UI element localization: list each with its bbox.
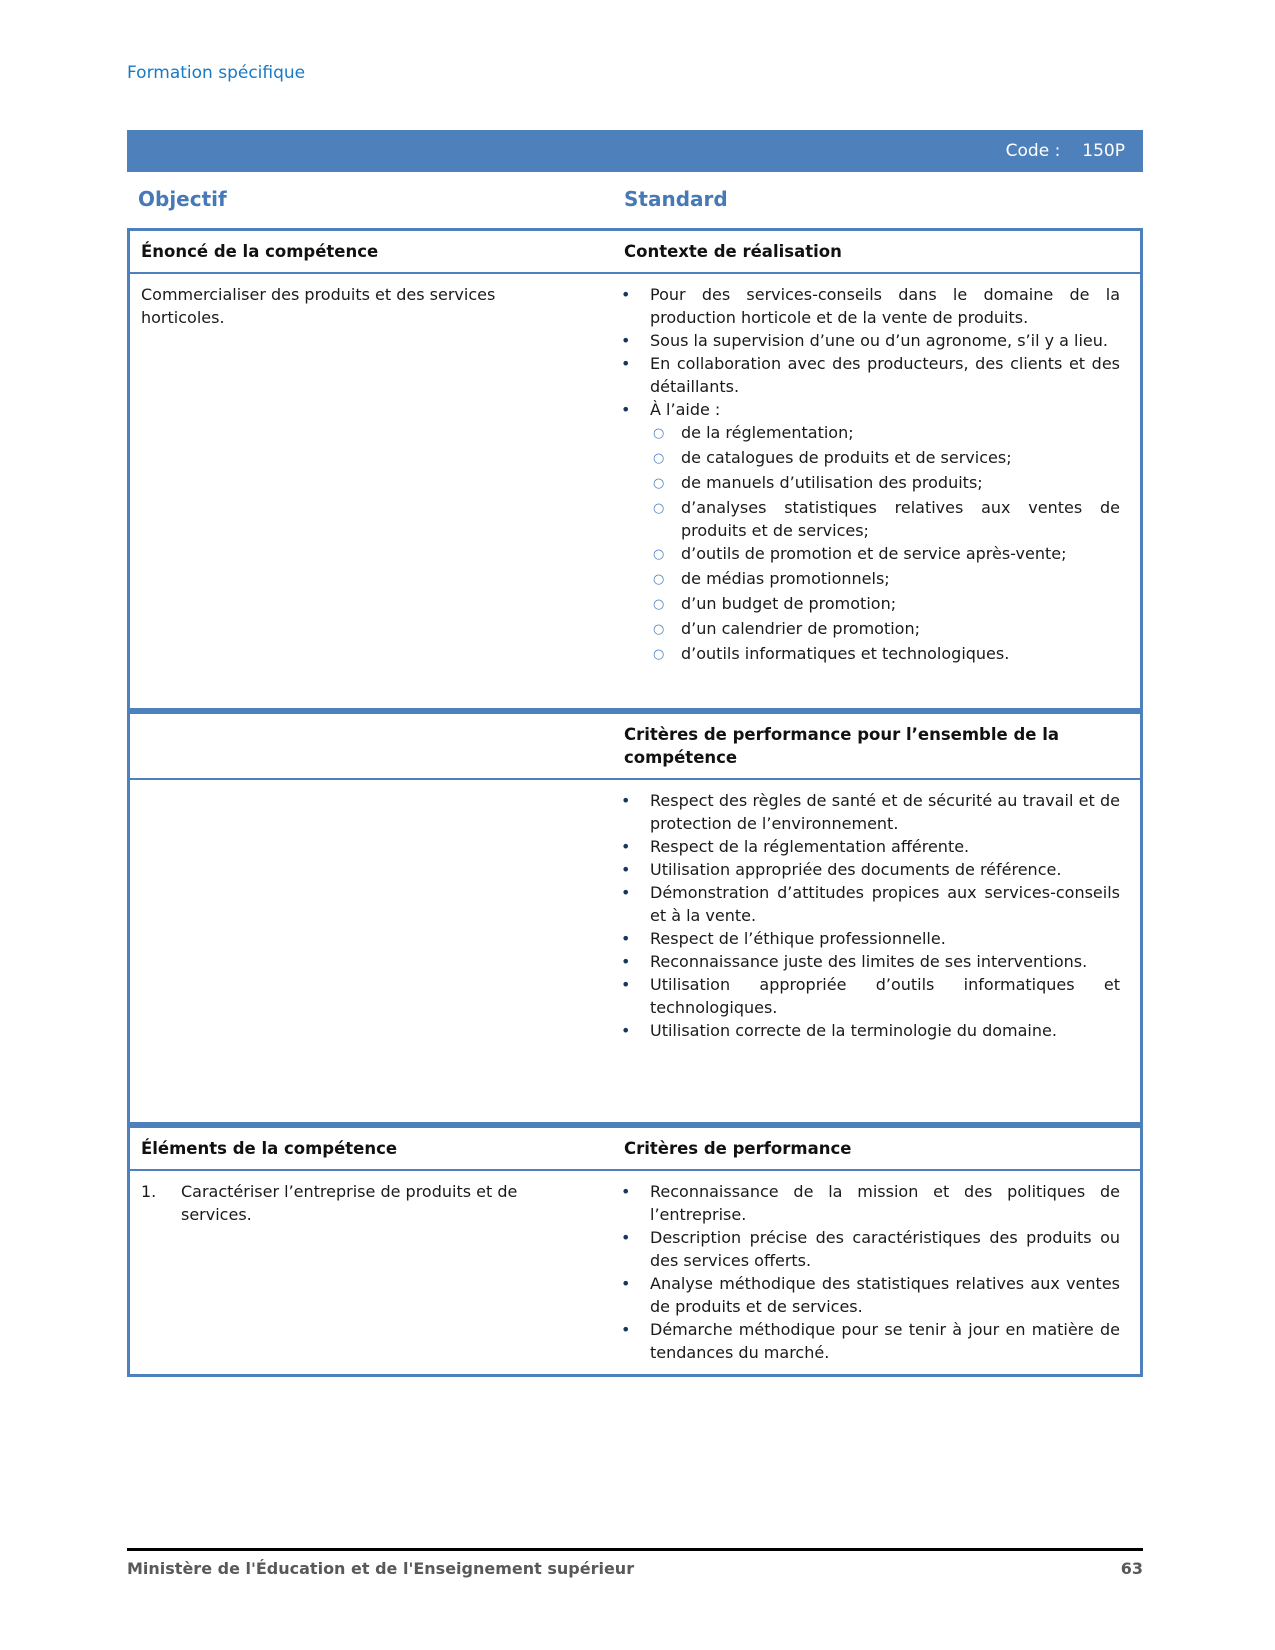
- list-item: [613, 858, 1120, 881]
- code-value: 150P: [1082, 140, 1125, 161]
- list-item: [613, 1019, 1120, 1042]
- list-item-text: Reconnaissance juste des limites de ses interventions.: [650, 952, 1088, 971]
- sub-list-item: [650, 642, 1120, 667]
- criteres-ensemble-body: [130, 780, 1140, 1122]
- list-item: [613, 329, 1120, 352]
- sub-list: [650, 421, 1120, 667]
- page-content: [127, 0, 1143, 1377]
- sub-list-item: [650, 496, 1120, 542]
- sub-list-item: [650, 446, 1120, 471]
- list-item-text: Respect de la réglementation afférente.: [650, 837, 970, 856]
- list-item-text: Démarche méthodique pour se tenir à jour en matière de tendances du marché.: [650, 1320, 1120, 1362]
- bullet-icon: [613, 1318, 650, 1364]
- sub-list-item: [650, 542, 1120, 567]
- list-item: [613, 927, 1120, 950]
- list-item-text: Reconnaissance de la mission et des politiques de l’entreprise.: [650, 1182, 1120, 1224]
- list-item-body: [650, 950, 1120, 973]
- circle-icon: [650, 421, 681, 446]
- bullet-icon: [613, 1019, 650, 1042]
- bullet-icon: [613, 1180, 650, 1226]
- sub-list-item: [650, 617, 1120, 642]
- numbered-item-number: 1.: [141, 1182, 157, 1201]
- bullet-icon: [613, 1226, 650, 1272]
- column-headings: [127, 184, 1143, 214]
- list-item: [613, 1226, 1120, 1272]
- list-item: [613, 1318, 1120, 1364]
- sub-list-item: [650, 421, 1120, 446]
- list-item-body: [650, 398, 1120, 667]
- circle-icon: [650, 446, 681, 471]
- sub-list-item-text: de la réglementation;: [681, 423, 854, 442]
- bullet-icon: [613, 950, 650, 973]
- sub-list-item-text: de catalogues de produits et de services;: [681, 448, 1012, 467]
- list-item: [613, 835, 1120, 858]
- running-header: Formation spécifique: [127, 63, 306, 83]
- list-item: [613, 881, 1120, 927]
- sub-list-item-text: d’analyses statistiques relatives aux ventes de produits et de services;: [681, 498, 1120, 540]
- circle-icon: [650, 542, 681, 567]
- elements-table-header: [130, 1128, 1140, 1171]
- sub-list-item-text: de médias promotionnels;: [681, 569, 890, 588]
- bullet-icon: [613, 973, 650, 1019]
- list-item: [613, 283, 1120, 329]
- objectif-heading: Objectif: [138, 187, 227, 211]
- list-item-text: En collaboration avec des producteurs, des clients et des détaillants.: [650, 354, 1120, 396]
- criteres-header-cell: Critères de performance: [624, 1139, 852, 1158]
- bullet-icon: [613, 283, 650, 329]
- list-item-body: [650, 927, 1120, 950]
- empty-header-cell: [130, 714, 613, 778]
- bullet-icon: [613, 789, 650, 835]
- sub-list-item-text: d’un calendrier de promotion;: [681, 619, 920, 638]
- sub-list-item: [650, 471, 1120, 496]
- contexte-header-cell: Contexte de réalisation: [624, 242, 842, 261]
- enonce-table-body: [130, 274, 1140, 708]
- list-item-body: [650, 789, 1120, 835]
- footer-ministry: Ministère de l'Éducation et de l'Enseignement supérieur: [127, 1559, 635, 1578]
- list-item-body: [650, 973, 1120, 1019]
- list-item-body: [650, 1318, 1120, 1364]
- list-item: [613, 352, 1120, 398]
- list-item-body: [650, 1019, 1120, 1042]
- numbered-item: [141, 1180, 543, 1226]
- circle-icon: [650, 617, 681, 642]
- contexte-bullet-list: [613, 274, 1140, 708]
- standard-heading: Standard: [624, 187, 728, 211]
- elements-table-body: [130, 1171, 1140, 1374]
- list-item-text: Pour des services-conseils dans le domaine de la production horticole et de la vente de produits.: [650, 285, 1120, 327]
- criteres-bullet-list: [613, 1171, 1140, 1374]
- list-item-body: [650, 1180, 1120, 1226]
- page-footer: [127, 1548, 1143, 1580]
- bullet-icon: [613, 858, 650, 881]
- list-item-body: [650, 881, 1120, 927]
- list-item-text: Respect de l’éthique professionnelle.: [650, 929, 946, 948]
- sub-list-item: [650, 567, 1120, 592]
- competence-statement: Commercialiser des produits et des services horticoles.: [141, 285, 496, 327]
- list-item: [613, 789, 1120, 835]
- enonce-header-cell: Énoncé de la compétence: [141, 242, 379, 261]
- list-item-text: Description précise des caractéristiques des produits ou des services offerts.: [650, 1228, 1120, 1270]
- criteres-ensemble-header-cell: Critères de performance pour l’ensemble de la compétence: [624, 725, 1059, 767]
- sub-list-item: [650, 592, 1120, 617]
- empty-body-cell: [130, 780, 613, 1122]
- sub-list-item-text: d’un budget de promotion;: [681, 594, 897, 613]
- bullet-icon: [613, 398, 650, 667]
- criteres-ensemble-header: [130, 714, 1140, 780]
- list-item: [613, 398, 1120, 667]
- list-item-text: Respect des règles de santé et de sécurité au travail et de protection de l’environnement.: [650, 791, 1120, 833]
- elements-header-cell: Éléments de la compétence: [141, 1139, 398, 1158]
- bullet-icon: [613, 881, 650, 927]
- list-item-body: [650, 858, 1120, 881]
- elements-numbered-list: [130, 1171, 613, 1374]
- bullet-icon: [613, 835, 650, 858]
- circle-icon: [650, 496, 681, 542]
- sub-list-item-text: de manuels d’utilisation des produits;: [681, 473, 983, 492]
- bullet-icon: [613, 1272, 650, 1318]
- list-item-text: Utilisation appropriée d’outils informatiques et technologiques.: [650, 975, 1120, 1017]
- footer-page-number: 63: [1120, 1559, 1143, 1578]
- list-item-text: Démonstration d’attitudes propices aux services-conseils et à la vente.: [650, 883, 1120, 925]
- list-item-body: [650, 283, 1120, 329]
- list-item-body: [650, 1272, 1120, 1318]
- list-item: [613, 1180, 1120, 1226]
- numbered-item-text: Caractériser l’entreprise de produits et de services.: [181, 1182, 518, 1224]
- sub-list-item-text: d’outils informatiques et technologiques.: [681, 644, 1010, 663]
- criteres-ensemble-bullet-list: [613, 780, 1140, 1122]
- circle-icon: [650, 642, 681, 667]
- code-bar: [127, 130, 1143, 172]
- bullet-icon: [613, 927, 650, 950]
- list-item: [613, 1272, 1120, 1318]
- elements-table: [127, 1125, 1143, 1377]
- criteres-ensemble-table: [127, 711, 1143, 1125]
- list-item-body: [650, 1226, 1120, 1272]
- code-label: Code :: [1005, 140, 1061, 161]
- list-item-text: À l’aide :: [650, 400, 721, 419]
- enonce-table-header: [130, 231, 1140, 274]
- circle-icon: [650, 567, 681, 592]
- list-item-text: Analyse méthodique des statistiques relatives aux ventes de produits et de services.: [650, 1274, 1120, 1316]
- list-item-body: [650, 352, 1120, 398]
- circle-icon: [650, 471, 681, 496]
- bullet-icon: [613, 329, 650, 352]
- list-item-text: Sous la supervision d’une ou d’un agronome, s’il y a lieu.: [650, 331, 1108, 350]
- circle-icon: [650, 592, 681, 617]
- bullet-icon: [613, 352, 650, 398]
- enonce-table: [127, 228, 1143, 711]
- list-item: [613, 950, 1120, 973]
- list-item-text: Utilisation appropriée des documents de référence.: [650, 860, 1062, 879]
- sub-list-item-text: d’outils de promotion et de service après-vente;: [681, 544, 1067, 563]
- list-item: [613, 973, 1120, 1019]
- list-item-body: [650, 329, 1120, 352]
- list-item-text: Utilisation correcte de la terminologie du domaine.: [650, 1021, 1057, 1040]
- list-item-body: [650, 835, 1120, 858]
